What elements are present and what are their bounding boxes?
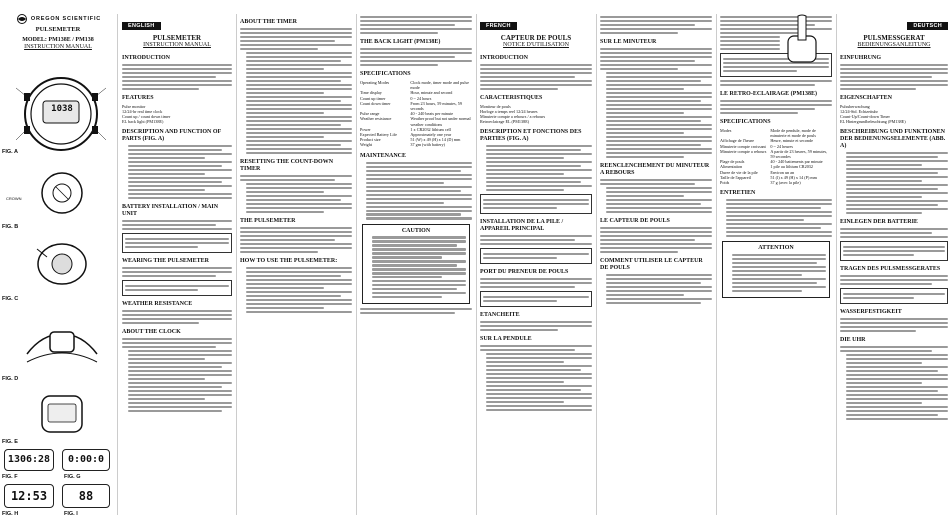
french-feature-4: Retroeclairage EL (PM138E) (480, 119, 530, 125)
english-backlight-heading: THE BACK LIGHT (PM138E) (360, 38, 441, 45)
english-howto-heading: HOW TO USE THE PULSEMETER: (240, 257, 338, 264)
cover-manual: INSTRUCTION MANUAL (24, 44, 92, 50)
french-backlight-heading: LE RETRO-ECLAIRAGE (PM138E) (720, 90, 818, 97)
english-clock-heading: ABOUT THE CLOCK (122, 329, 181, 336)
french-tag: FRENCH (480, 22, 517, 30)
french-spec-label: Alimentation (720, 164, 743, 170)
french-spec-value: 1 pile au lithium CR2032 (770, 164, 813, 170)
fig-b-back-drawing (32, 171, 92, 216)
fig-b-crown-label: CROWN (6, 196, 22, 201)
french-spec-value: Environ un an (770, 169, 795, 175)
french-column-3 (720, 14, 832, 515)
english-spec-label: Expected Battery Life (360, 132, 397, 138)
french-spec-label: Duree de vie de la pile (720, 169, 758, 175)
english-spec-value: 40 - 240 beats per minute (410, 111, 454, 117)
english-feature-4: EL back light (PM138E) (122, 119, 164, 125)
french-weather-heading: ETANCHEITE (480, 311, 520, 318)
german-tag: DEUTSCH (907, 22, 948, 30)
german-title: PULSMESSGERAT (863, 34, 925, 42)
german-weather-heading: WASSERFESTIGKEIT (840, 308, 902, 315)
english-spec-row (360, 80, 472, 90)
fig-a-lcd: 1038 (51, 104, 73, 114)
french-spec-row (720, 149, 832, 159)
finger-pulse-drawing (782, 14, 822, 70)
french-spec-value: Mode de pendule, mode de minuterie et mode de pouls (770, 127, 816, 139)
french-column-2 (600, 14, 712, 515)
fig-e-label: FIG. E (2, 439, 18, 445)
brand-name: OREGON SCIENTIFIC (30, 16, 102, 22)
english-spec-label: Weight (360, 142, 372, 148)
english-spec-value: Weather proof but not under normal weather conditions (410, 116, 471, 127)
german-subtitle: BEDIENUNGSANLEITUNG (857, 42, 931, 48)
french-spec-label: Affichage de l'heure (720, 138, 754, 144)
english-spec-value: 51 (W) x 49 (H) x 14 (D) mm (410, 137, 461, 143)
cover-model: MODEL: PM138E / PM138 (22, 37, 94, 43)
fig-g-lcd: 0:00:0 (62, 449, 110, 471)
english-features-heading: FEATURES (122, 95, 154, 102)
english-caution-heading: CAUTION (401, 227, 431, 234)
english-feature-3: Count up / count down timer (122, 114, 171, 120)
german-feature-1: Pulsuberwachung (840, 104, 870, 110)
english-specs-heading: SPECIFICATIONS (360, 71, 411, 78)
oregon-logo-icon (15, 14, 29, 24)
english-spec-label: Power (360, 126, 371, 132)
french-title: CAPTEUR DE POULS (500, 34, 572, 42)
french-reset-heading: REENCLENCHEMENT DU MINUTEUR A REBOURS (600, 162, 710, 176)
french-subtitle: NOTICE D'UTILISATION (503, 42, 569, 48)
english-wearing-heading: WEARING THE PULSEMETER (122, 257, 209, 264)
german-intro-heading: EINFUHRUNG (840, 55, 882, 61)
fig-g-label: FIG. G (64, 474, 81, 480)
english-spec-label: Count up timer (360, 95, 386, 101)
german-parts-heading: BESCHREIBUNG UND FUNKTIONEN DER BEDIENUNGSELEMENTE (ABB. A) (840, 129, 946, 150)
french-spec-label: Minuterie compte croissant (720, 143, 766, 149)
english-spec-value: 1 x CR2032 lithium cell (410, 126, 451, 132)
fig-c-battery-drawing (27, 239, 97, 289)
french-caution-heading: ATTENTION (758, 245, 794, 252)
french-parts-heading: DESCRIPTION ET FONCTIONS DES PARTIES (FIG. A) (480, 129, 582, 143)
english-feature-1: Pulse monitor (122, 104, 146, 110)
fig-e-watch-drawing (32, 392, 92, 436)
english-spec-label: Weather resistance (360, 116, 392, 122)
english-spec-value: Clock mode, timer mode and pulse mode (410, 80, 470, 91)
english-reset-heading: RESETTING THE COUNT-DOWN TIMER (240, 158, 334, 172)
english-spec-label: Pulse range (360, 111, 380, 117)
german-column (840, 14, 948, 515)
french-specs-table (720, 128, 832, 185)
english-tag: ENGLISH (122, 22, 161, 30)
fig-h-lcd: 12:53 (4, 484, 54, 508)
english-spec-value: From 23 hours, 59 minutes, 59 seconds (410, 100, 462, 112)
french-maint-heading: ENTRETIEN (720, 190, 756, 197)
cover-column (2, 14, 114, 515)
english-spec-label: Time display (360, 90, 382, 96)
french-battery-heading: INSTALLATION DE LA PILE / APPAREIL PRINCIPAL (480, 218, 564, 232)
english-spec-label: Operating Modes (360, 80, 390, 86)
german-feature-4: EL Hintergrundbeleuchtung (PM138E) (840, 119, 906, 125)
english-maint-heading: MAINTENANCE (360, 152, 407, 159)
french-feature-1: Moniteur de pouls (480, 104, 511, 110)
french-feature-3: Minuterie compte a rebours / a rebours (480, 114, 546, 120)
german-battery-heading: EINLEGEN DER BATTERIE (840, 219, 918, 226)
fig-i-lcd: 88 (62, 484, 110, 508)
fig-d-label: FIG. D (2, 376, 19, 382)
french-timer-heading: SUR LE MINUTEUR (600, 38, 657, 45)
french-spec-label: Taille de l'appareil (720, 174, 751, 180)
french-features-heading: CARACTERISTIQUES (480, 95, 543, 102)
english-timer-heading: ABOUT THE TIMER (240, 19, 298, 25)
english-feature-2: 12/24-hr real time clock (122, 109, 163, 115)
english-spec-value: Hour, minute and second (410, 90, 453, 96)
english-parts-heading: DESCRIPTION AND FUNCTION OF PARTS (FIG. A) (122, 129, 221, 143)
german-features-heading: EIGENSCHAFTEN (840, 95, 893, 102)
english-spec-label: Product size (360, 137, 381, 143)
french-spec-row (720, 180, 832, 185)
french-pulse-heading: LE CAPTEUR DE POULS (600, 217, 670, 224)
english-intro-heading: INTRODUCTION (122, 55, 171, 61)
french-spec-value: 0 ~ 24 heures (770, 143, 794, 149)
german-clock-heading: DIE UHR (840, 337, 866, 344)
french-clock-heading: SUR LA PENDULE (480, 335, 532, 342)
english-weather-heading: WEATHER RESISTANCE (122, 300, 193, 307)
english-subtitle: INSTRUCTION MANUAL (143, 42, 211, 48)
english-spec-row (360, 101, 472, 111)
english-column-2 (240, 14, 352, 515)
english-spec-value: Approximately one year (410, 132, 452, 138)
french-spec-value: Heure, minute et seconde (770, 138, 813, 144)
french-spec-value: 40 - 240 battements par minute (770, 159, 823, 165)
fig-f-lcd: 1306:28 (4, 449, 54, 471)
german-feature-3: Count-Up/Count-down Timer (840, 114, 890, 120)
french-spec-value: 51 (l) x 49 (H) x 14 (P) mm (770, 174, 817, 180)
cover-title: PULSEMETER (35, 26, 81, 33)
french-spec-value: 37 g (avec la pile) (770, 179, 801, 185)
french-specs-heading: SPECIFICATIONS (720, 118, 771, 125)
fig-h-label: FIG. H (2, 511, 19, 515)
german-feature-2: 12/24-Std. Echtzeituhr (840, 109, 878, 115)
english-specs-table (360, 80, 472, 148)
french-caution-box (722, 241, 830, 298)
french-wearing-heading: PORT DU PRENEUR DE POULS (480, 268, 569, 275)
french-intro-heading: INTRODUCTION (480, 55, 529, 61)
english-spec-value: 37 gm (with battery) (410, 142, 445, 148)
french-spec-label: Minuterie compte a rebours (720, 148, 767, 154)
french-spec-row (720, 128, 832, 138)
french-spec-value: A partir de 23 heures, 59 minutes, 59 secondes (770, 148, 828, 159)
english-spec-row (360, 116, 472, 126)
french-howto-heading: COMMENT UTILISER LE CAPTEUR DE POULS (600, 257, 703, 271)
english-caution-box (362, 224, 470, 305)
english-title: PULSEMETER (152, 34, 202, 42)
fig-a-label: FIG. A (2, 149, 18, 155)
fig-f-label: FIG. F (2, 474, 18, 480)
english-column-3 (360, 14, 472, 515)
fig-b-label: FIG. B (2, 224, 19, 230)
fig-c-label: FIG. C (2, 296, 19, 302)
german-wearing-heading: TRAGEN DES PULSMESSGERATES (840, 265, 941, 272)
english-pulse-heading: THE PULSEMETER (240, 217, 296, 224)
french-spec-label: Modes (720, 127, 732, 133)
fig-d-wrist-drawing (22, 314, 102, 370)
english-battery-heading: BATTERY INSTALLATION / MAIN UNIT (122, 204, 219, 218)
brand-logo (2, 14, 114, 24)
english-spec-label: Count down timer (360, 100, 391, 106)
english-spec-row (360, 142, 472, 147)
english-column-1 (122, 14, 232, 515)
french-column-1 (480, 14, 592, 515)
english-spec-value: 0 ~ 24 hours (410, 95, 432, 101)
french-spec-label: Plage de pouls (720, 159, 745, 165)
fig-a-watch-drawing (16, 68, 106, 160)
french-spec-label: Poids (720, 179, 730, 185)
fig-i-label: FIG. I (64, 511, 78, 515)
french-feature-2: Horloge a temps reel 12/24 heures (480, 109, 538, 115)
